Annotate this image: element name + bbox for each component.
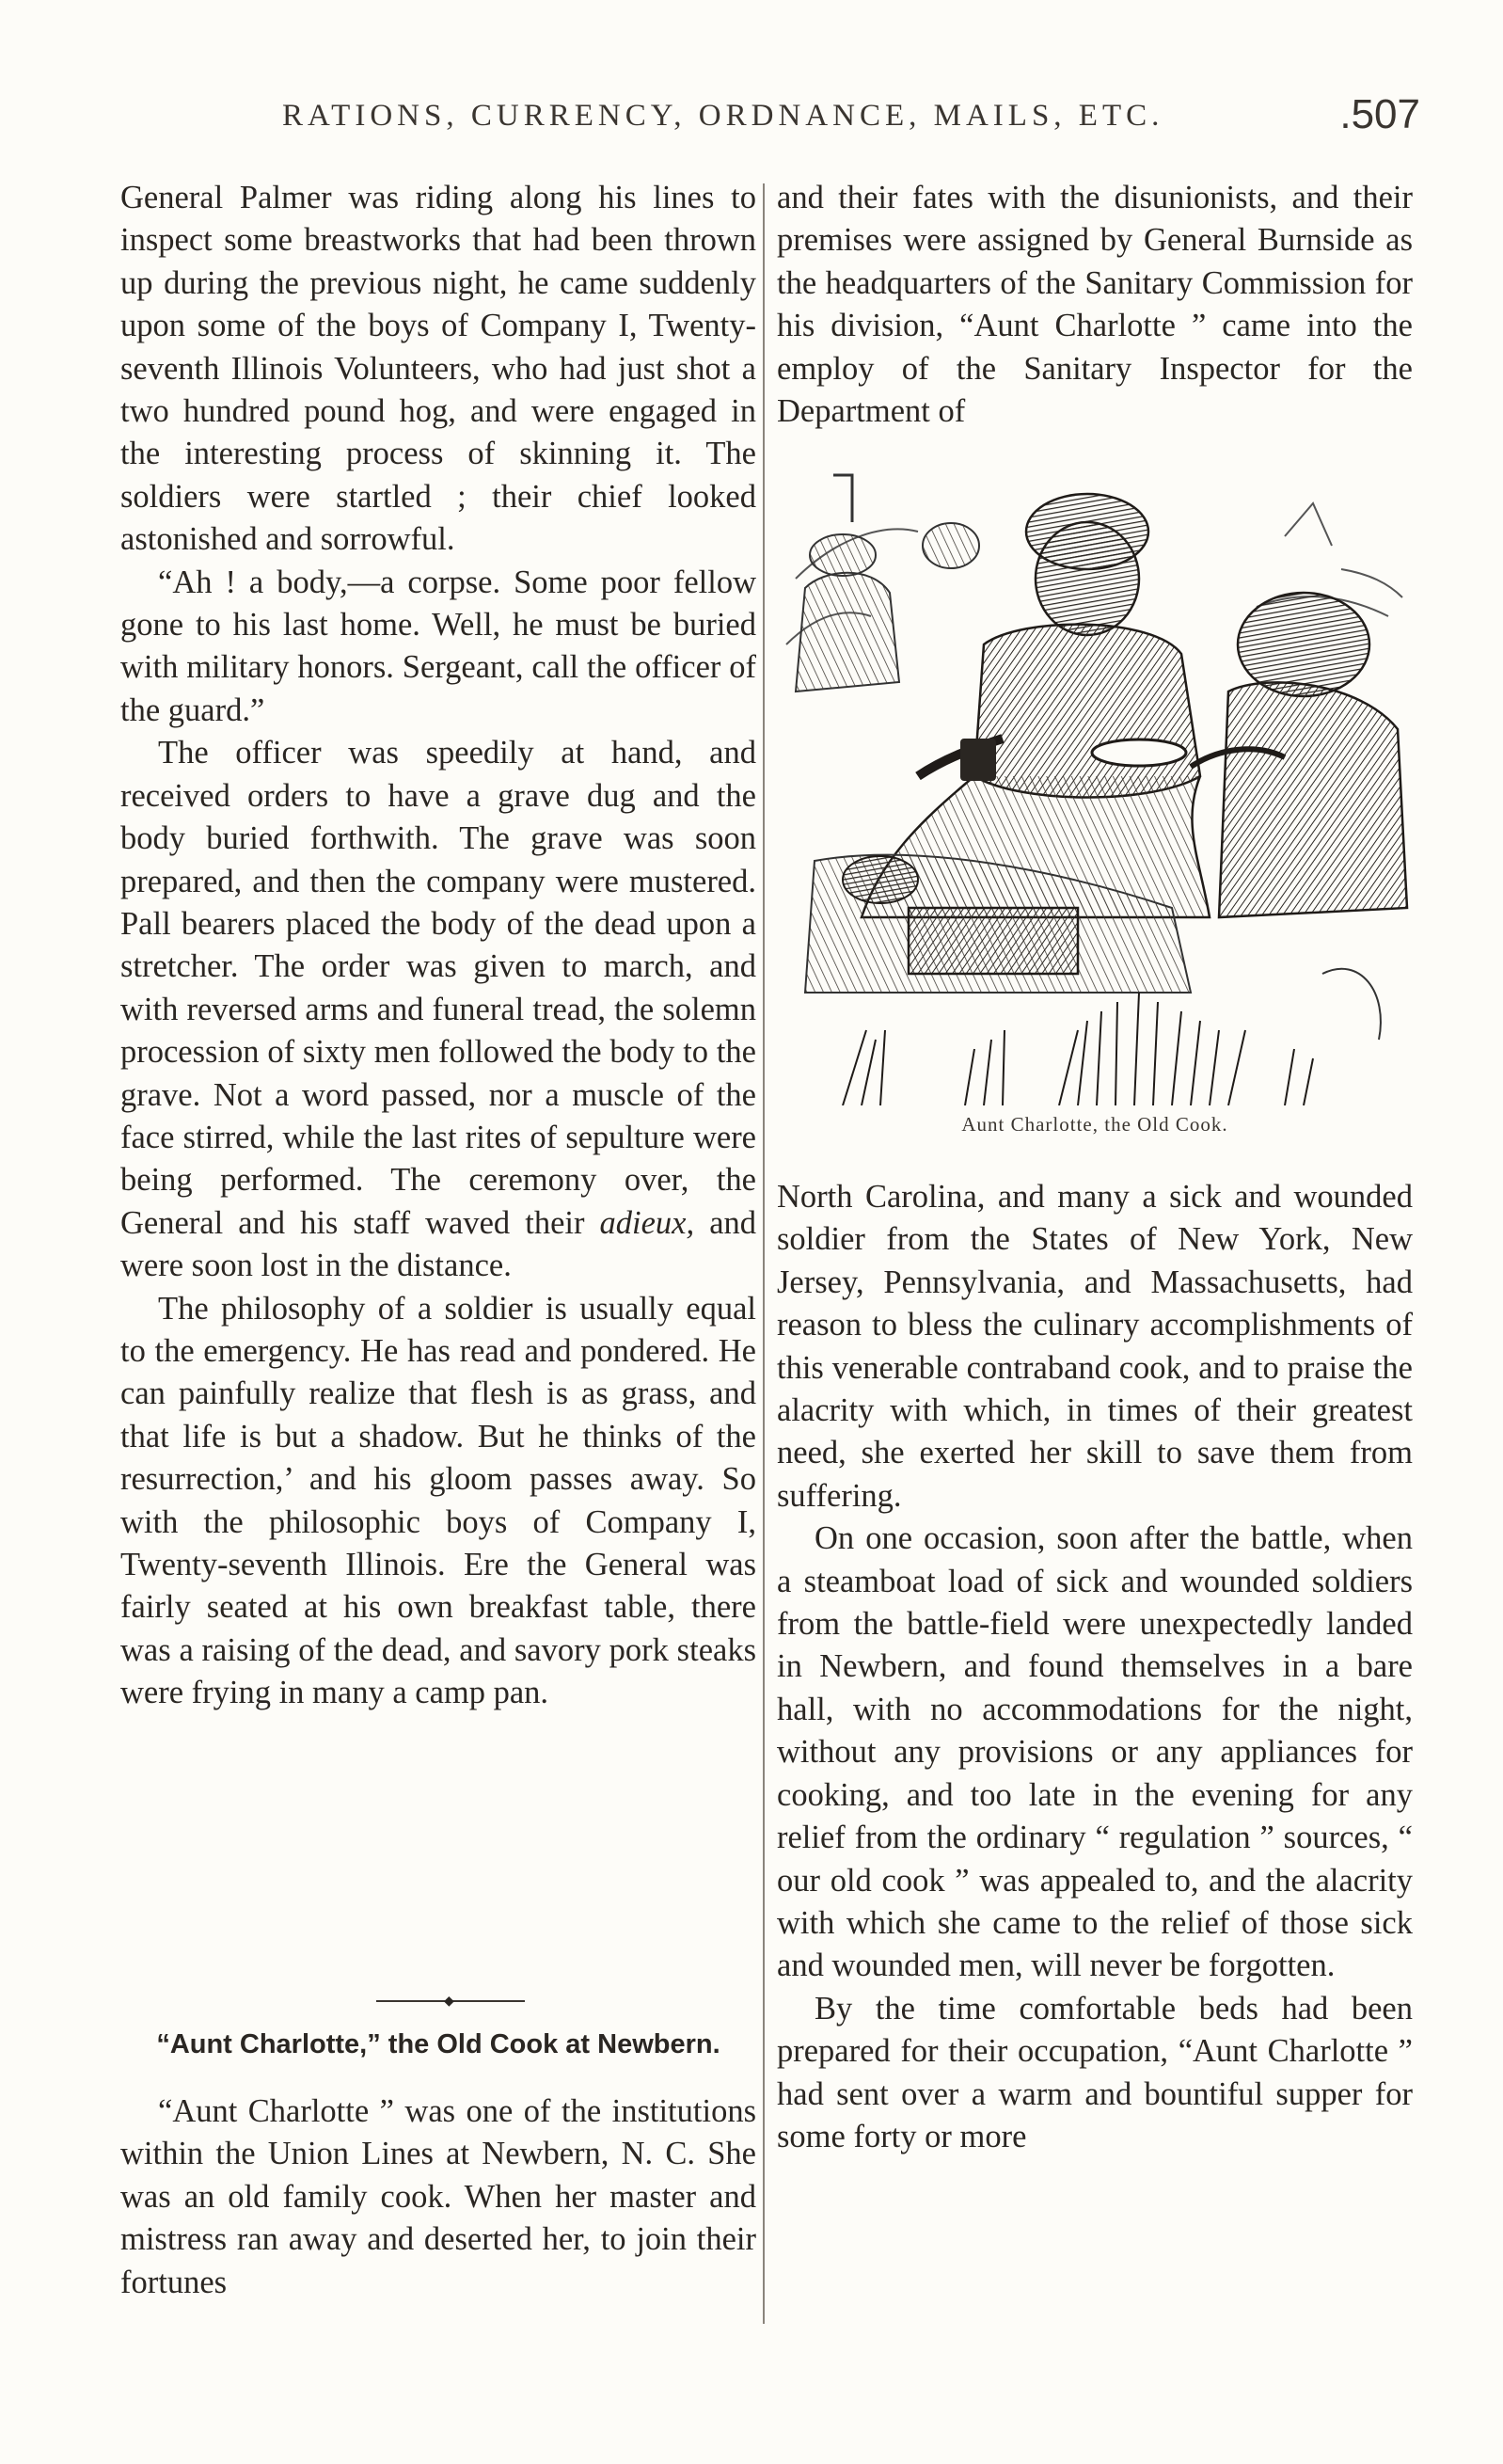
illustration-caption: Aunt Charlotte, the Old Cook.	[961, 1113, 1228, 1136]
page-number: .507	[1339, 91, 1420, 137]
left-column-bottom	[120, 2090, 756, 2304]
right-column-bottom	[777, 1176, 1413, 2158]
paragraph-officer-text: The officer was speedily at hand, and received orders to have a grave dug and the body buried forthwith. The grave was soon prepared, and then the company were mustered. Pall bearers placed the body of the dead upon a stretcher. The order was given to march, and with reversed arms and funeral tread, the solemn procession of sixty men followed the body to the grave. Not a word passed, nor a muscle of the face stirred, while the last rites of sepulture were being performed. The ceremony over, the General and his staff waved their	[120, 735, 756, 1241]
paragraph-one-occasion: On one occasion, soon after the battle, when a steamboat load of sick and wounded soldiers from the battle-field were unexpectedly landed in Newbern, and found themselves in a bare hall, with no accommodations for the night, without any provisions or any appliances for cooking, and too late in the evening for any relief from the ordinary “ regulation ” sources, “ our old cook ” was appealed to, and the alacrity with which she came to the relief of those sick and wounded men, will never be forgotten.	[777, 1520, 1413, 1984]
paragraph-ah-a-body: “Ah ! a body,—a corpse. Some poor fellow gone to his last home. Well, he must be buried with military honors. Sergeant, call the officer of the guard.”	[120, 564, 756, 728]
paragraph-aunt-charlotte-intro: “Aunt Charlotte ” was one of the institutions within the Union Lines at Newbern, N. C. She was an old family cook. When her master and mistress ran away and deserted her, to join their fortunes	[120, 2093, 756, 2300]
engraving-aunt-charlotte	[777, 466, 1413, 1105]
paragraph-officer-speedily	[120, 732, 756, 1287]
separator-ornament: ◆	[444, 1994, 454, 2009]
paragraph-north-carolina: North Carolina, and many a sick and wounded soldier from the States of New York, New Jersey, Pennsylvania, and Massachusetts, had reason to bless the culinary accomplishments of this venerable contraband cook, and to praise the alacrity with which, in times of their greatest need, she exerted her skill to save them from suffering.	[777, 1179, 1413, 1514]
paragraph-fates: and their fates with the disunionists, and their premises were assigned by General Burnside as the headquarters of the Sanitary Commission for his division, “Aunt Charlotte ” came into the employ of the Sanitary Inspector for the Department of	[777, 180, 1413, 430]
running-head: RATIONS, CURRENCY, ORDNANCE, MAILS, ETC.	[282, 99, 1164, 133]
right-column-top	[777, 177, 1413, 433]
paragraph-general-palmer: General Palmer was riding along his lines to inspect some breastworks that had been thrown up during the previous night, he came suddenly upon some of the boys of Company I, Twenty-seventh Illinois Volunteers, who had just shot a two hundred pound hog, and were engaged in the interesting process of skinning it. The soldiers were startled ; their chief looked astonished and sorrowful.	[120, 180, 756, 558]
adieux-italic: adieux,	[599, 1204, 695, 1241]
paragraph-comfortable-beds: By the time comfortable beds had been prepared for their occupation, “Aunt Charlotte ” had sent over a warm and bountiful supper for some forty or more	[777, 1990, 1413, 2154]
section-heading-aunt-charlotte: “Aunt Charlotte,” the Old Cook at Newbern.	[156, 2029, 720, 2059]
paragraph-philosophy: The philosophy of a soldier is usually equal to the emergency. He has read and pondered. He can painfully realize that flesh is as grass, and that life is but a shadow. But he thinks of the resurrection,’ and his gloom passes away. So with the philosophic boys of Company I, Twenty-seventh Illinois. Ere the General was fairly seated at his own breakfast table, there was a raising of the dead, and savory pork steaks were frying in many a camp pan.	[120, 1290, 756, 1711]
left-column	[120, 177, 756, 1715]
column-divider	[763, 183, 765, 2324]
paragraph-officer-end: and were soon lost in the distance.	[120, 1204, 757, 1284]
page-header	[282, 91, 1420, 146]
